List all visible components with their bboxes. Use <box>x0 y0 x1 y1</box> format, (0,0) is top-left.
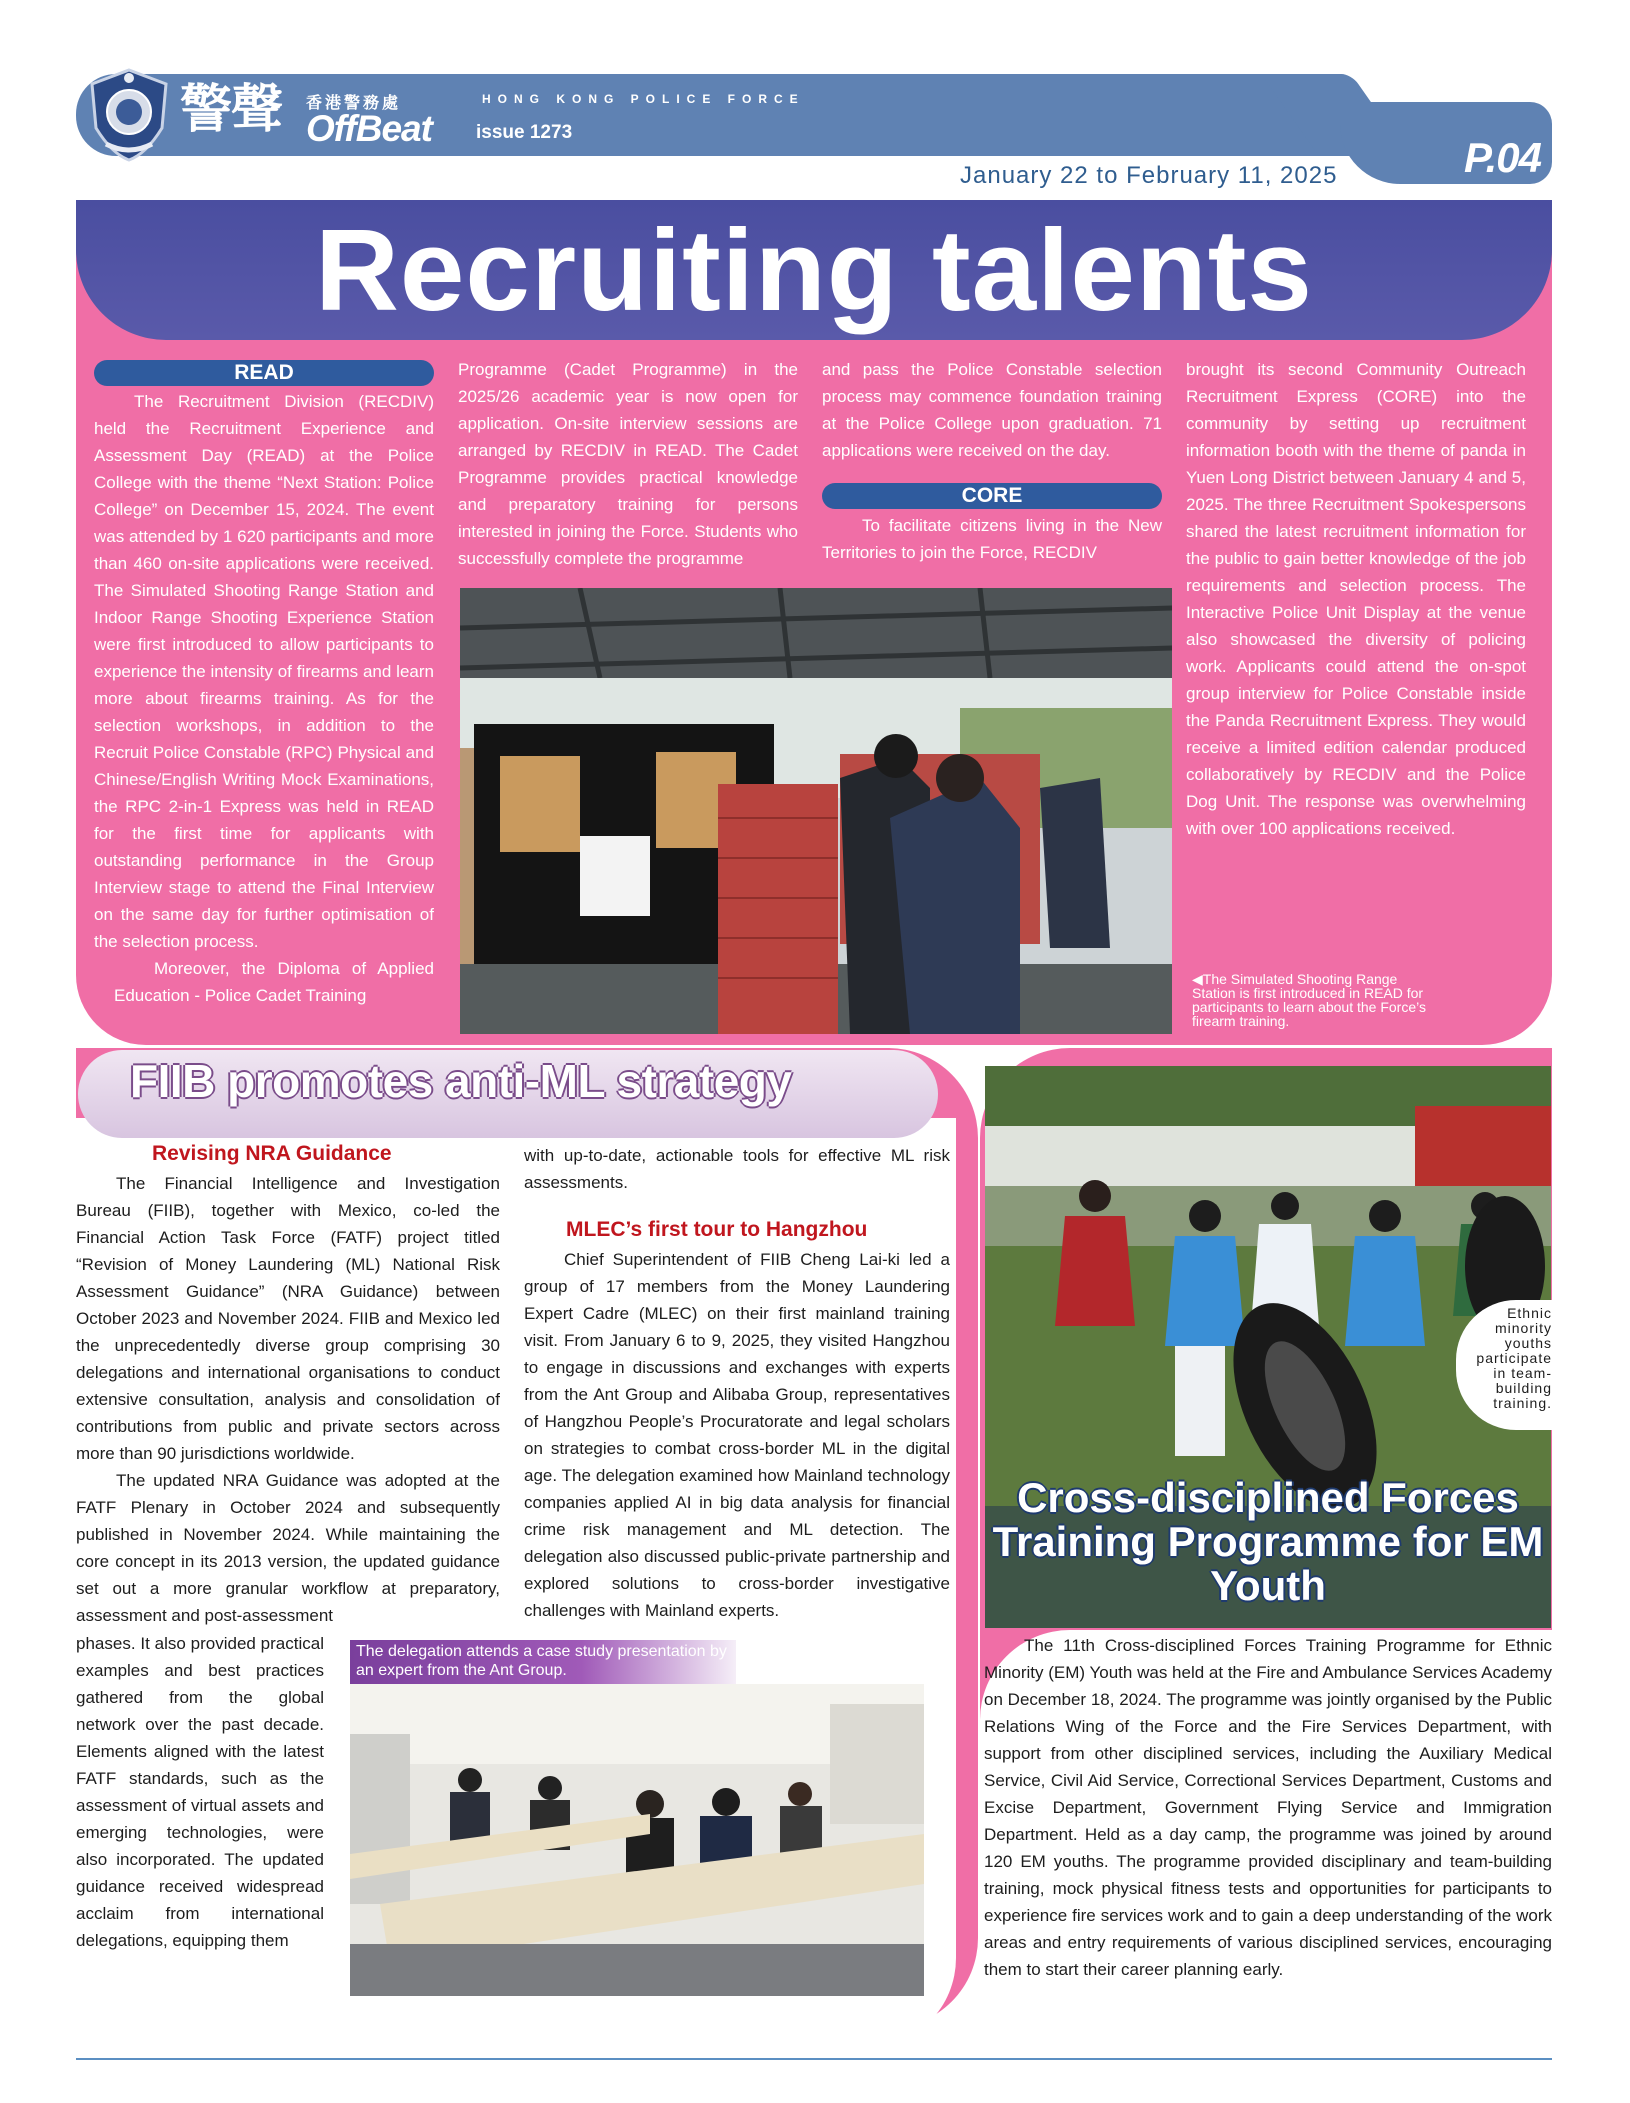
issue-date: January 22 to February 11, 2025 <box>960 162 1338 189</box>
recruit-column-3-core <box>822 512 1162 566</box>
em-article-body <box>984 1632 1552 1983</box>
recruit-column-1 <box>94 388 434 1009</box>
footer-rule <box>76 2058 1552 2060</box>
fiib-column-1 <box>76 1170 500 1629</box>
recruit-core-intro: To facilitate citizens living in the New Territories to join the Force, RECDIV <box>822 516 1162 562</box>
recruit-headline: Recruiting talents <box>315 205 1313 335</box>
recruit-col1-paragraph-2: Moreover, the Diploma of Applied Education - Police Cadet Training <box>114 959 434 1005</box>
fiib-paragraph-2b: phases. It also provided practical examples and best practices gathered from the global network over the past decade. Elements aligned with the latest FATF standards, such as the assessment of virtual assets and emerging technologies, were also incorporated. The updated guidance received widespread acclaim from international delegations, equipping them <box>76 1634 324 1950</box>
em-photo-caption: Ethnic minority youths participate in team-building training. <box>1456 1300 1556 1430</box>
recruit-column-4: brought its second Community Outreach Recruitment Express (CORE) into the community by setting up recruitment information booth with the theme of panda in Yuen Long District between January 4 and 5, 2025. The three Recruitment Spokespersons shared the latest recruitment information for the public to gain better knowledge of the job requirements and selection process. The Interactive Police Unit Display at the venue also showcased the diversity of policing work. Applicants could attend the on-spot group interview for Police Constable inside the Panda Recruitment Express. They would receive a limited edition calendar produced collaboratively by RECDIV and the Police Dog Unit. The response was overwhelming with over 100 applications received. <box>1186 360 1526 838</box>
issue-number: issue 1273 <box>476 122 573 143</box>
fiib-paragraph-1: The Financial Intelligence and Investigation Bureau (FIIB), together with Mexico, co-led the Financial Action Task Force (FATF) project titled “Revision of Money Laundering (ML) National Risk Assessment Guidance” (NRA Guidance) between October 2023 and November 2024. FIIB and Mexico led the unprecedentedly diverse group comprising 30 delegations and international organisations to conduct extensive consultation, analysis and consolidation of contributions from public and private sectors across more than 90 jurisdictions worldwide. <box>76 1174 500 1463</box>
recruit-column-2: Programme (Cadet Programme) in the 2025/26 academic year is now open for application. On-site interview sessions are arranged by RECDIV in READ. The Cadet Programme provides practical knowledge and preparatory training for persons interested in joining the Force. Students who successfully complete the programme <box>458 360 798 568</box>
recruit-col1-paragraph-1: The Recruitment Division (RECDIV) held the Recruitment Experience and Assessment Day (READ) at the Police College with the theme “Next Station: Police College” on December 15, 2024. The event was attended by 1 620 participants and more than 460 on-site applications were received. The Simulated Shooting Range Station and Indoor Range Shooting Experience Station were first introduced to allow participants to experience the intensity of firearms and learn more about firearms training. As for the selection workshops, in addition to the Recruit Police Constable (RPC) Physical and Chinese/English Writing Mock Examinations, the RPC 2-in-1 Express was held in READ for the first time for applicants with outstanding performance in the Group Interview stage to attend the Final Interview on the same day for further optimisation of the selection process. <box>94 392 434 951</box>
fiib-column-2-top: with up-to-date, actionable tools for effective ML risk assessments. <box>524 1146 950 1192</box>
em-headline: Cross-disciplined Forces Training Programme for EM Youth <box>992 1474 1544 1609</box>
fiib-subheading-mlec: MLEC’s first tour to Hangzhou <box>566 1218 868 1241</box>
delegation-photo <box>350 1684 924 1996</box>
masthead-brand: OffBeat <box>306 108 432 149</box>
shooting-range-photo <box>460 588 1172 1034</box>
recruit-column-3-top: and pass the Police Constable selection process may commence foundation training at the Police College upon graduation. 71 applications were received on the day. <box>822 360 1162 460</box>
em-paragraph: The 11th Cross-disciplined Forces Training Programme for Ethnic Minority (EM) Youth was held at the Fire and Ambulance Services Academy on December 18, 2024. The programme was jointly organised by the Public Relations Wing of the Force and the Fire Services Department, with support from other disciplined services, including the Auxiliary Medical Service, Civil Aid Service, Correctional Services Department, Customs and Excise Department, Government Flying Service and Immigration Department. Held as a day camp, the programme was joined by around 120 EM youths. The programme provided disciplinary and team-building training, mock physical fitness tests and opportunities for participants to experience fire services work and to gain a deep understanding of the work areas and entry requirements of various disciplined services, encouraging them to start their career planning early. <box>984 1636 1552 1979</box>
fiib-headline: FIIB promotes anti-ML strategy <box>130 1055 792 1107</box>
masthead-title-zh: 警聲 <box>180 81 283 139</box>
masthead-subtitle-zh: 香港警務處 <box>306 95 402 112</box>
page-number: P.04 <box>1464 134 1541 181</box>
fiib-paragraph-3: Chief Superintendent of FIIB Cheng Lai-ki led a group of 17 members from the Money Laundering Expert Cadre (MLEC) on their first mainland training visit. From January 6 to 9, 2025, they visited Hangzhou to engage in discussions and exchanges with experts from the Ant Group and Alibaba Group, representatives of Hangzhou People’s Procuratorate and legal scholars on strategies to combat cross-border ML in the digital age. The delegation examined how Mainland technology companies applied AI in big data analysis for financial crime risk management and ML detection. The delegation also discussed public-private partnership and explored solutions to cross-border investigative challenges with Mainland experts. <box>524 1250 950 1620</box>
tag-read: READ <box>94 360 434 386</box>
fiib-paragraph-2a: The updated NRA Guidance was adopted at the FATF Plenary in October 2024 and subsequently published in November 2024. While maintaining the core concept in its 2013 version, the updated guidance set out a more granular workflow at preparatory, assessment and post-assessment <box>76 1471 500 1625</box>
fiib-subheading-nra: Revising NRA Guidance <box>152 1142 392 1165</box>
masthead-subtitle-en: HONG KONG POLICE FORCE <box>482 92 805 106</box>
tag-core: CORE <box>822 483 1162 509</box>
fiib-column-2 <box>524 1246 950 1624</box>
fiib-photo-caption: The delegation attends a case study presentation by an expert from the Ant Group. <box>350 1640 736 1684</box>
police-crest-icon <box>86 66 172 162</box>
shooting-photo-caption: ◀The Simulated Shooting Range Station is first introduced in READ for participants to learn about the Force’s firearm training. <box>1192 971 1426 1029</box>
